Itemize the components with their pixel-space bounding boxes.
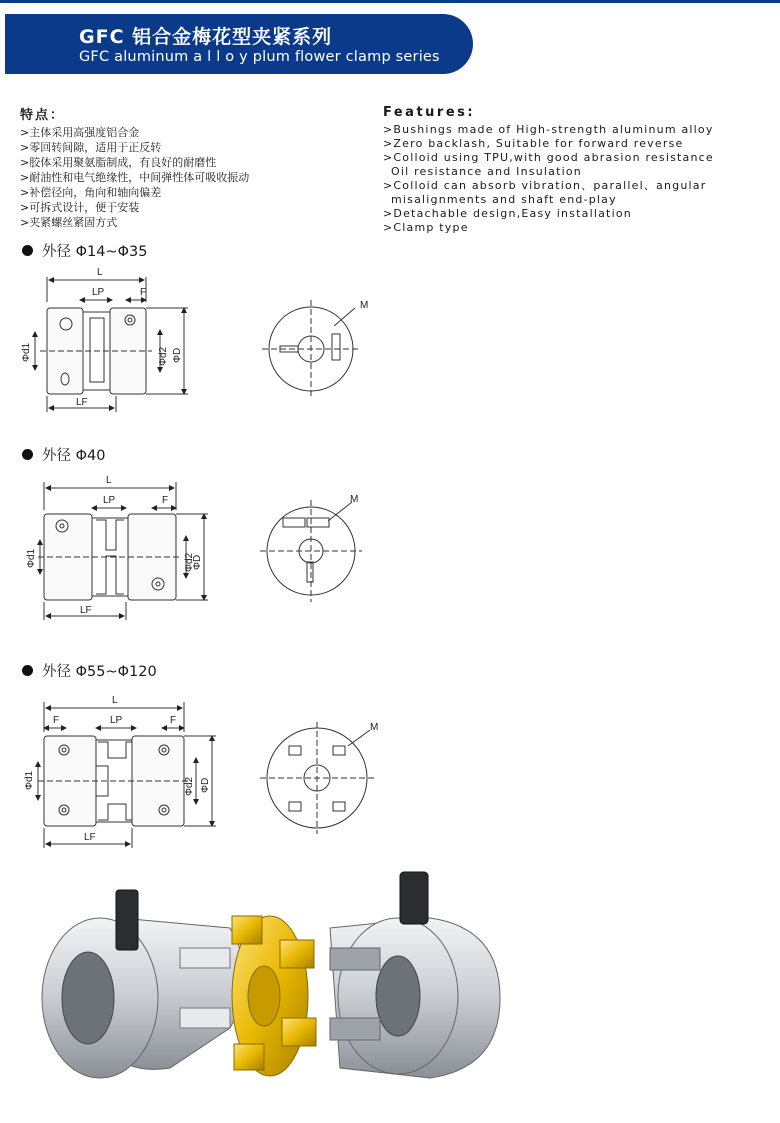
dim-label-LF: LF — [76, 397, 88, 408]
dim-label-F2: F — [170, 715, 177, 726]
clamp-screw-icon — [116, 890, 138, 950]
drawing-14-35 — [0, 262, 780, 430]
feature-en-item: misalignments and shaft end-play — [391, 193, 617, 206]
dim-label-D: ΦD — [192, 554, 203, 570]
dim-label-d2: Φd2 — [158, 346, 169, 366]
elastic-spider — [232, 916, 316, 1076]
feature-en-item: >Detachable design,Easy installation — [383, 207, 632, 220]
feature-en-item: >Colloid can absorb vibration、parallel、angular — [383, 179, 707, 192]
section-title-1 — [22, 240, 148, 261]
dim-label-L: L — [112, 695, 118, 706]
dim-label-M: M — [370, 722, 379, 733]
dim-label-LF: LF — [84, 832, 96, 843]
feature-cn-item: >补偿径向，角向和轴向偏差 — [20, 186, 162, 199]
features-en — [383, 106, 714, 235]
feature-en-item: >Zero backlash, Suitable for forward reverse — [383, 137, 684, 150]
bullet-icon — [22, 245, 33, 256]
dim-label-LP: LP — [92, 287, 105, 298]
dim-label-D: ΦD — [200, 777, 211, 793]
title-banner — [5, 14, 473, 74]
left-hub — [42, 890, 245, 1078]
dim-label-d1: Φd1 — [24, 770, 35, 790]
features-cn-heading: 特点： — [20, 108, 66, 123]
feature-cn-item: >主体采用高强度铝合金 — [20, 126, 140, 139]
dim-label-d2: Φd2 — [184, 776, 195, 796]
dim-label-d1: Φd1 — [21, 342, 32, 362]
feature-cn-item: >胶体采用聚氨脂制成，有良好的耐磨性 — [20, 156, 217, 169]
dim-label-L: L — [106, 475, 112, 486]
dim-label-LP: LP — [110, 715, 123, 726]
dim-label-M: M — [360, 300, 369, 311]
clamp-screw-icon — [400, 872, 428, 924]
dim-label-F: F — [140, 287, 147, 298]
title-en: GFC aluminum a l l o y plum flower clamp series — [79, 49, 440, 65]
dim-label-F: F — [53, 715, 60, 726]
dim-label-D: ΦD — [172, 347, 183, 363]
feature-en-item: >Clamp type — [383, 221, 469, 234]
title-cn: GFC 铝合金梅花型夹紧系列 — [79, 26, 333, 48]
feature-cn-item: >耐油性和电气绝缘性，中间弹性体可吸收振动 — [20, 171, 250, 184]
feature-en-item: Oil resistance and Insulation — [391, 165, 582, 178]
feature-cn-item: >可拆式设计，便于安装 — [20, 201, 140, 214]
dim-label-L: L — [97, 267, 103, 278]
right-hub — [330, 872, 500, 1078]
dim-label-LF: LF — [80, 605, 92, 616]
product-illustration — [0, 868, 780, 1118]
feature-cn-item: >零回转间隙，适用于正反转 — [20, 141, 162, 154]
dim-label-F: F — [162, 495, 169, 506]
section-3-title: 外径 Φ55~Φ120 — [42, 664, 157, 680]
bullet-icon — [22, 665, 33, 676]
drawing-55-120 — [0, 690, 780, 860]
drawing-40 — [0, 470, 780, 630]
dim-label-d2: Φd2 — [184, 552, 195, 572]
feature-cn-item: >夹紧螺丝紧固方式 — [20, 216, 118, 229]
section-2-title: 外径 Φ40 — [42, 448, 106, 464]
bullet-icon — [22, 449, 33, 460]
feature-en-item: >Bushings made of High-strength aluminum alloy — [383, 123, 714, 136]
dim-label-M: M — [350, 494, 359, 505]
top-rule — [0, 0, 780, 3]
section-title-3 — [22, 660, 157, 681]
dim-label-LP: LP — [103, 495, 116, 506]
dim-label-d1: Φd1 — [26, 548, 37, 568]
section-1-title: 外径 Φ14~Φ35 — [42, 244, 148, 260]
feature-en-item: >Colloid using TPU,with good abrasion resistance — [383, 151, 714, 164]
features-en-heading: Features: — [383, 105, 476, 120]
section-title-2 — [22, 444, 105, 465]
features-cn — [20, 108, 249, 230]
